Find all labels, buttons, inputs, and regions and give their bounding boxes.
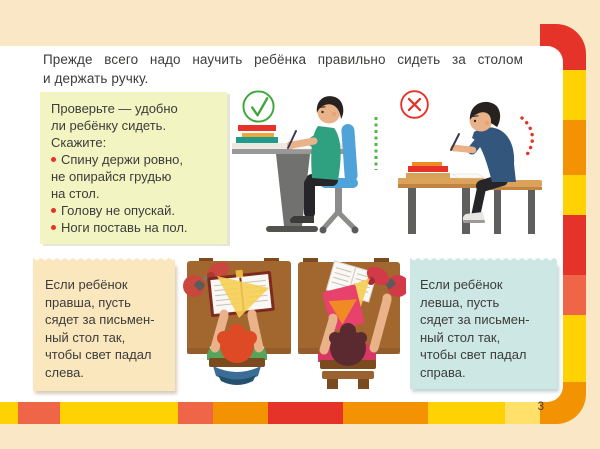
topdown-right-drawing <box>294 258 406 392</box>
checklist-line-text: Ноги поставь на пол. <box>61 220 188 235</box>
note-right-handed <box>33 263 175 391</box>
topdown-left-drawing <box>181 258 293 392</box>
chair-frame <box>322 371 374 379</box>
books-stack <box>236 125 278 143</box>
frame-band-bottom <box>0 400 540 424</box>
checklist-line-text: Спину держи ровно, <box>61 152 183 167</box>
paper-sheet <box>452 174 484 178</box>
checklist-line <box>51 219 219 236</box>
books-stack <box>406 162 450 178</box>
checklist-line-text: не опирайся грудью <box>51 169 172 184</box>
boy <box>451 102 517 223</box>
desk-topdown-light-from-right <box>294 258 406 392</box>
note-line: справа. <box>420 364 466 380</box>
note-line: сядет за письмен- <box>420 312 530 327</box>
checklist-line <box>51 117 219 134</box>
note-line: Если ребёнок <box>420 277 503 292</box>
checklist-line <box>51 100 219 117</box>
note-line: чтобы свет падал <box>45 347 152 362</box>
intro-line-2: и держать ручку. <box>43 71 149 86</box>
checklist-line <box>51 151 219 168</box>
checklist-line <box>51 202 219 219</box>
wooden-table <box>398 178 484 234</box>
checklist-line-text: на стол. <box>51 186 100 201</box>
checklist-line <box>51 185 219 202</box>
page-number: 3 <box>537 401 544 413</box>
checklist-line <box>51 168 219 185</box>
cross-circle-icon <box>399 89 430 120</box>
check-circle-icon <box>241 89 276 124</box>
note-line: Если ребёнок <box>45 277 128 292</box>
checklist-line-text: Проверьте — удобно <box>51 101 178 116</box>
wrong-posture-illustration <box>396 86 562 238</box>
note-line: левша, пусть <box>420 294 500 310</box>
note-left-handed <box>410 263 557 389</box>
checklist-note <box>40 92 227 244</box>
note-line: ный стол так, <box>420 329 501 345</box>
bullet-icon <box>51 225 56 230</box>
intro-line-1: Прежде всего надо научить ребёнка правильно сидеть за столом <box>43 52 523 67</box>
desk-topdown-light-from-left <box>181 258 293 392</box>
note-line: сядет за письмен- <box>45 312 155 327</box>
note-line: правша, пусть <box>45 294 131 310</box>
bullet-icon <box>51 157 56 162</box>
note-line: чтобы свет падал <box>420 347 527 362</box>
bullet-icon <box>51 208 56 213</box>
checklist-line-text: Скажите: <box>51 135 107 150</box>
hunched-back-guide-line <box>522 118 532 156</box>
intro-paragraph <box>43 50 523 88</box>
checklist-line-text: Голову не опускай. <box>61 203 176 218</box>
correct-posture-illustration <box>230 86 394 240</box>
note-line: слева. <box>45 364 84 380</box>
checklist-line-text: ли ребёнку сидеть. <box>51 118 167 133</box>
frame-band-right <box>562 70 586 382</box>
checklist-line <box>51 134 219 151</box>
note-line: ный стол так, <box>45 329 126 345</box>
